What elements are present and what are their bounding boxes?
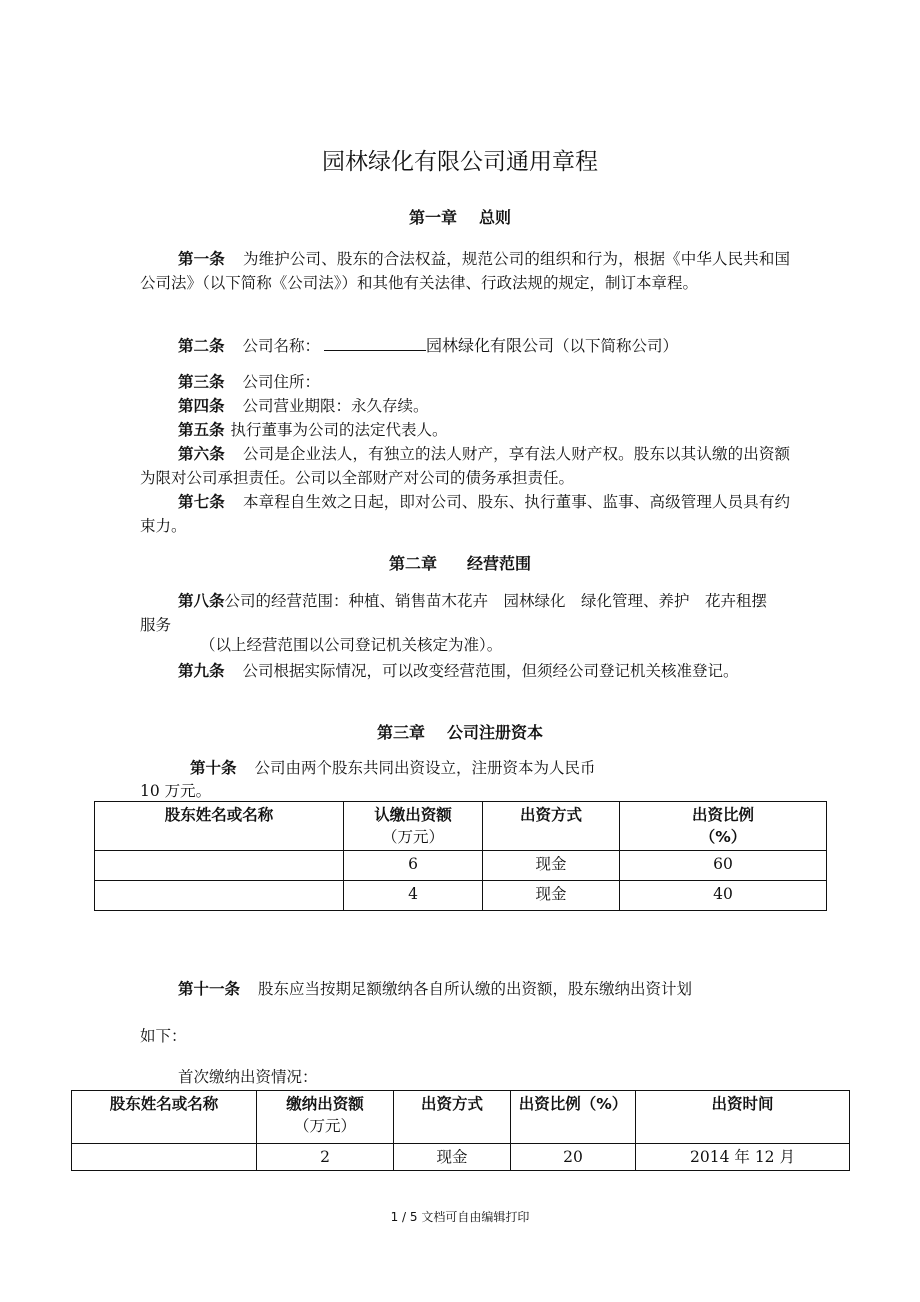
- cell-amount: 2: [257, 1144, 394, 1171]
- cell-name: [95, 881, 344, 911]
- col-paid-amount: 缴纳出资额 （万元）: [257, 1091, 394, 1144]
- article-10-text: 公司由两个股东共同出资设立，注册资本为人民币: [254, 759, 596, 777]
- cell-amount: 6: [344, 851, 483, 881]
- chapter-1-heading: [0, 205, 920, 228]
- cell-method: 现金: [483, 851, 620, 881]
- article-7-text: 本章程自生效之日起，即对公司、股东、执行董事、监事、高级管理人员具有约束力。: [140, 493, 790, 535]
- first-payment-label: 首次缴纳出资情况：: [178, 1068, 318, 1086]
- cell-name: [72, 1144, 257, 1171]
- article-5: [178, 418, 448, 442]
- article-2-num: 第二条: [178, 337, 225, 355]
- article-4-text: 公司营业期限：永久存续。: [242, 397, 429, 415]
- chapter-3-name: 公司注册资本: [447, 723, 544, 742]
- chapter-1-label: 第一章: [408, 208, 457, 227]
- payment-table: [71, 1090, 850, 1171]
- page-footer: 1 / 5 文档可自由编辑打印: [390, 1210, 530, 1224]
- article-5-num: 第五条: [178, 421, 225, 439]
- table-row: [95, 881, 827, 911]
- article-10: [190, 756, 596, 780]
- cell-method: 现金: [394, 1144, 511, 1171]
- table-row: [72, 1144, 850, 1171]
- cell-amount: 4: [344, 881, 483, 911]
- article-11-text: 股东应当按期足额缴纳各自所认缴的出资额，股东缴纳出资计划: [258, 980, 693, 998]
- article-2-suffix: （以下简称公司）: [554, 337, 679, 355]
- article-8-num: 第八条: [178, 592, 225, 610]
- col-method: 出资方式: [394, 1091, 511, 1144]
- company-name-blank: [324, 334, 426, 351]
- col-shareholder: 股东姓名或名称: [95, 802, 344, 851]
- cell-name: [95, 851, 344, 881]
- col-subscribed-amount: 认缴出资额 （万元）: [344, 802, 483, 851]
- article-1-text: 为维护公司、股东的合法权益，规范公司的组织和行为，根据《中华人民共和国公司法》（以下简称《公司法》）和其他有关法律、行政法规的规定，制订本章程。: [140, 250, 790, 292]
- col-ratio: 出资比例 （%）: [620, 802, 827, 851]
- article-6: [140, 442, 790, 490]
- cell-time: 2014 年 12 月: [636, 1144, 850, 1171]
- chapter-2-name: 经营范围: [467, 554, 532, 573]
- cell-method: 现金: [483, 881, 620, 911]
- chapter-3-heading: [0, 720, 920, 743]
- capital-table-header: [95, 802, 827, 851]
- chapter-1-name: 总则: [479, 208, 512, 227]
- capital-table: [94, 801, 827, 911]
- article-3: [178, 370, 320, 394]
- article-2: [178, 334, 678, 358]
- article-8-text: 公司的经营范围：种植、销售苗木花卉 园林绿化 绿化管理、养护 花卉租摆服务: [140, 592, 768, 634]
- article-11-num: 第十一条: [178, 980, 241, 998]
- article-7-num: 第七条: [178, 493, 225, 511]
- article-3-text: 公司住所：: [242, 373, 321, 391]
- article-8: [140, 589, 775, 637]
- table-row: [95, 851, 827, 881]
- document-title: 园林绿化有限公司通用章程: [322, 149, 598, 175]
- col-ratio: 出资比例（%）: [511, 1091, 636, 1144]
- article-10-amount: 10 万元。: [140, 782, 212, 800]
- article-6-num: 第六条: [178, 445, 225, 463]
- chapter-3-label: 第三章: [376, 723, 425, 742]
- article-1: [140, 247, 790, 295]
- article-9-text: 公司根据实际情况，可以改变经营范围，但须经公司登记机关核准登记。: [242, 662, 739, 680]
- col-time: 出资时间: [636, 1091, 850, 1144]
- company-name: 园林绿化有限公司: [426, 336, 555, 355]
- chapter-2-label: 第二章: [388, 554, 437, 573]
- article-11-cont: 如下：: [140, 1027, 187, 1045]
- article-11: [178, 977, 692, 1001]
- article-9-num: 第九条: [178, 662, 225, 680]
- col-method: 出资方式: [483, 802, 620, 851]
- cell-ratio: 60: [620, 851, 827, 881]
- article-9: [140, 659, 790, 683]
- payment-table-header: [72, 1091, 850, 1144]
- article-5-text: 执行董事为公司的法定代表人。: [230, 421, 448, 439]
- chapter-2-heading: [0, 551, 920, 574]
- cell-ratio: 40: [620, 881, 827, 911]
- cell-ratio: 20: [511, 1144, 636, 1171]
- article-7: [140, 490, 790, 538]
- article-6-text: 公司是企业法人，有独立的法人财产，享有法人财产权。股东以其认缴的出资额为限对公司承担责任。公司以全部财产对公司的债务承担责任。: [140, 445, 790, 487]
- article-2-label: 公司名称：: [242, 337, 321, 355]
- article-8-note: （以上经营范围以公司登记机关核定为准）。: [200, 636, 503, 654]
- col-shareholder: 股东姓名或名称: [72, 1091, 257, 1144]
- article-4: [178, 394, 429, 418]
- article-10-num: 第十条: [190, 759, 237, 777]
- article-1-num: 第一条: [178, 250, 225, 268]
- article-3-num: 第三条: [178, 373, 225, 391]
- article-4-num: 第四条: [178, 397, 225, 415]
